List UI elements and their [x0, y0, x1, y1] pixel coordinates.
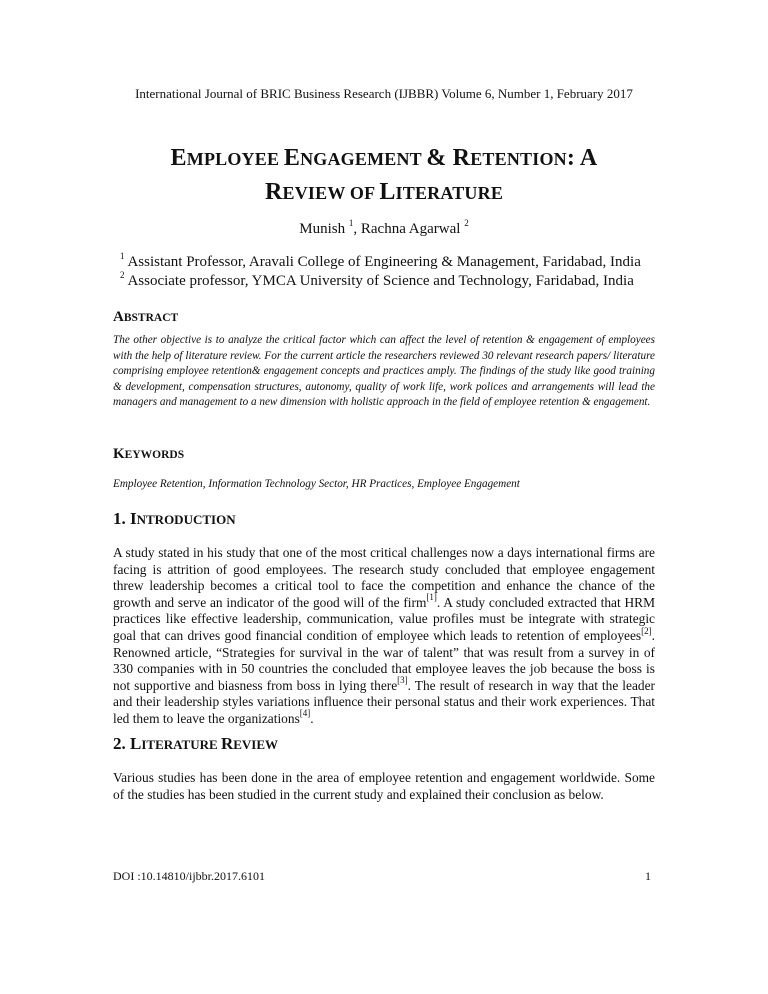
- footer-page-number: 1: [645, 869, 651, 883]
- keywords-text: Employee Retention, Information Technology Sector, HR Practices, Employee Engagement: [113, 478, 520, 490]
- introduction-paragraph: A study stated in his study that one of the most critical challenges now a days international firms are facing is attrition of good employees. The research study concluded that employee engagement threw leadership becomes a critical tool to face the competition and enhance the chance of the growth and serve an indicator of the good will of the firm[1]. A study concluded extracted that HRM practices like effective leadership, communication, value profiles must be integrate with strategic goal that can drives good financial condition of employee which leads to retention of employees[2]. Renowned article, “Strategies for survival in the war of talent” that was result from a survey in of 330 companies with in 50 countries the concluded that employee leaves the job because the boss is not supportive and biasness from boss in lying there[3]. The result of research in way that the leader and their leadership styles variations influence their personal status and their work experiences. That led them to leave the organizations[4].: [113, 545, 655, 726]
- title-word: RETENTION: [452, 145, 567, 171]
- author-line: Munish $^1$, Rachna Agarwal $^2$: [299, 218, 469, 237]
- title-word: &: [426, 145, 453, 171]
- literature-review-paragraph: Various studies has been done in the area of employee retention and engagement worldwide. Some of the studies has been studied in the current study and explained their conclusion as below.: [113, 770, 655, 802]
- journal-header: International Journal of BRIC Business Research (IJBBR) Volume 6, Number 1, February 2017: [135, 86, 633, 101]
- affiliations: [120, 253, 680, 291]
- abstract-text: The other objective is to analyze the critical factor which can affect the level of retention & engagement of employees with the help of literature review. For the current article the researchers reviewed 30 relevant research papers/ literature comprising employee retention& engagement concepts and practices amply. The findings of the study like good training & development, compensation structures, autonomy, quality of work life, work polices and arrangements will lead the managers and management to a new dimension with holistic approach in the field of employee retention & engagement.: [113, 334, 655, 408]
- introduction-heading: 1. INTRODUCTION: [113, 509, 236, 528]
- title-word: ENGAGEMENT: [283, 145, 427, 171]
- keywords-heading: KEYWORDS: [113, 446, 185, 462]
- citation-ref: [4]: [299, 708, 311, 719]
- title-word: OF: [349, 183, 380, 203]
- paper-title: [90, 142, 678, 210]
- title-word: : A: [566, 145, 598, 171]
- affiliation-line: $^1$ Assistant Professor, Aravali College of Engineering & Management, Faridabad, India: [120, 251, 641, 270]
- abstract-heading: ABSTRACT: [113, 309, 179, 325]
- title-word: EMPLOYEE: [170, 145, 284, 171]
- citation-ref: [1]: [426, 592, 437, 603]
- footer-doi: DOI :10.14810/ijbbr.2017.6101: [113, 869, 265, 883]
- affiliation-line: $^2$ Associate professor, YMCA University of Science and Technology, Faridabad, India: [120, 270, 634, 289]
- author-affiliation-mark: 1: [348, 218, 354, 228]
- title-word: LITERATURE: [379, 179, 504, 205]
- author-name: Munish: [299, 221, 349, 237]
- author-affiliation-mark: 2: [464, 218, 469, 228]
- author-name: Rachna Agarwal: [360, 221, 465, 237]
- citation-ref: [2]: [641, 625, 652, 636]
- citation-ref: [3]: [397, 675, 408, 686]
- literature-review-heading: 2. LITERATURE REVIEW: [113, 734, 279, 753]
- title-word: REVIEW: [264, 179, 350, 205]
